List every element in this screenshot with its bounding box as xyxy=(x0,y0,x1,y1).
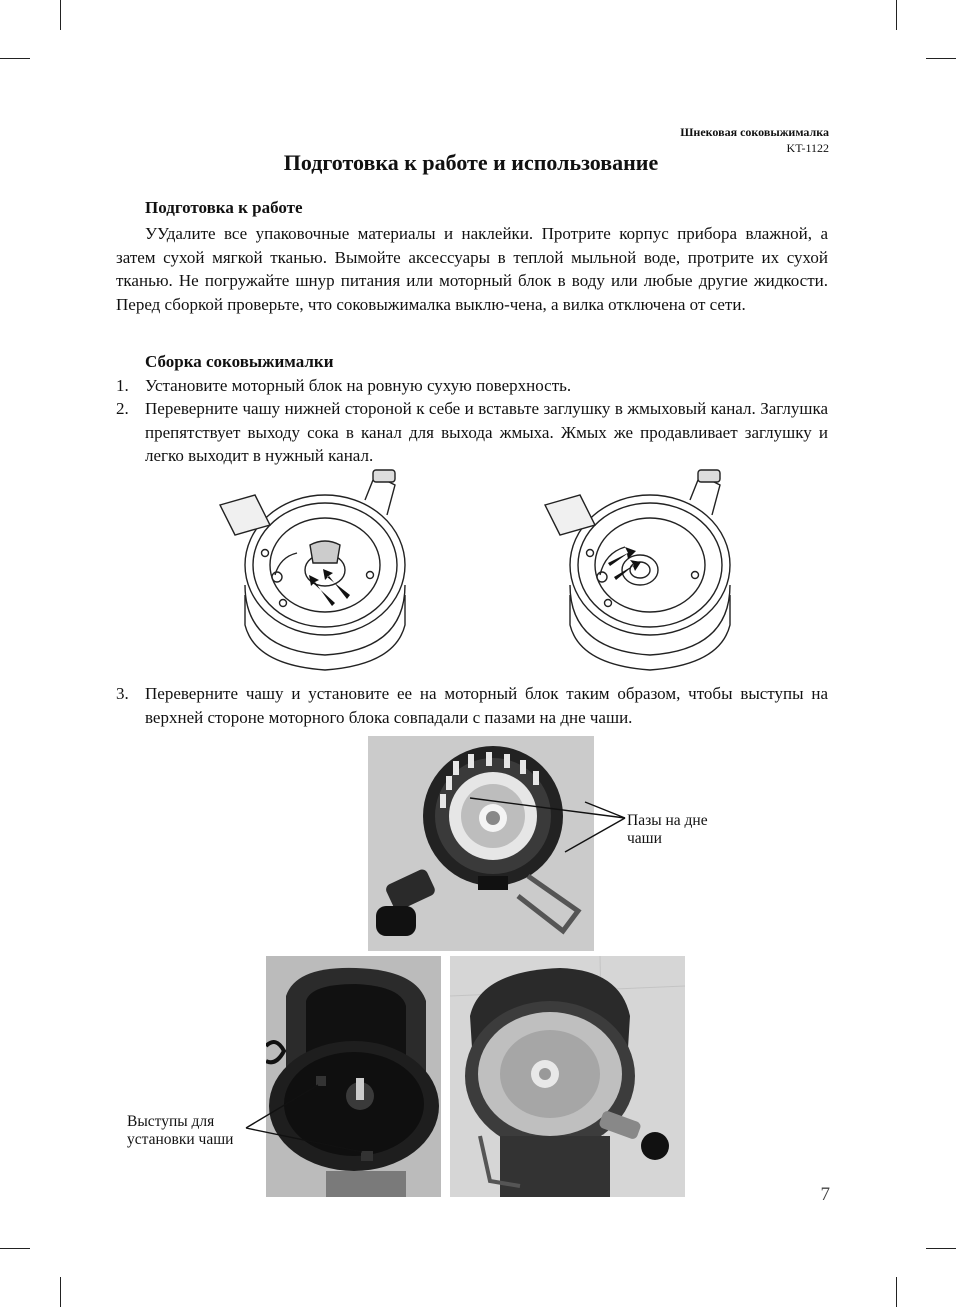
bowl-plug-drawing-left xyxy=(215,465,415,675)
grooves-callout-lines xyxy=(460,790,630,860)
motor-block-photo xyxy=(266,956,441,1197)
list-item xyxy=(116,374,828,398)
step-number: 2. xyxy=(116,399,129,418)
step-number: 1. xyxy=(116,376,129,395)
crop-mark xyxy=(896,0,897,30)
crop-mark xyxy=(926,1248,956,1249)
crop-mark xyxy=(60,0,61,30)
callout-line: чаши xyxy=(627,830,662,847)
crop-mark xyxy=(926,58,956,59)
step-text: Переверните чашу нижней стороной к себе и вставьте заглушку в жмыховый канал. Заглушка препятствует выходу сока в канал для выхода жмыха. Жмых же продавливает заглушку и легко выходит в нужный канал. xyxy=(145,399,828,465)
prep-heading: Подготовка к работе xyxy=(145,198,303,217)
list-item xyxy=(116,682,828,729)
step-text: Переверните чашу и установите ее на моторный блок таким образом, чтобы выступы на верхней стороне моторного блока совпадали с пазами на дне чаши. xyxy=(145,684,828,727)
crop-mark xyxy=(896,1277,897,1307)
header-product: Шнековая соковыжималка xyxy=(680,125,829,139)
page-number: 7 xyxy=(820,1184,830,1205)
ribs-callout-lines xyxy=(240,1080,380,1160)
assembly-heading: Сборка соковыжималки xyxy=(145,352,334,371)
crop-mark xyxy=(60,1277,61,1307)
step-text: Установите моторный блок на ровную сухую поверхность. xyxy=(145,376,572,395)
callout-line: Пазы на дне xyxy=(627,812,708,829)
header-model: KT-1122 xyxy=(786,141,829,155)
page-title: Подготовка к работе и использование xyxy=(283,150,659,175)
crop-mark xyxy=(0,1248,30,1249)
ribs-callout-label xyxy=(127,1113,233,1149)
list-item xyxy=(116,397,828,468)
assembled-juicer-photo xyxy=(450,956,685,1197)
prep-body: УУдалите все упаковочные материалы и наклейки. Протрите корпус прибора влажной, а затем сухой мягкой тканью. Вымойте аксессуары в теплой мыльной воде, протрите их сухой тканью. Не погружайте шнур питания или моторный блок в воду или любые другие жидкости. Перед сборкой проверьте, что соковыжималка выклю-чена, а вилка отключена от сети. xyxy=(116,224,828,314)
grooves-callout-label xyxy=(627,812,708,848)
prep-paragraph xyxy=(116,222,828,316)
callout-line: установки чаши xyxy=(127,1131,234,1148)
callout-line: Выступы для xyxy=(127,1113,215,1130)
crop-mark xyxy=(0,58,30,59)
bowl-plug-drawing-right xyxy=(540,465,740,675)
step-number: 3. xyxy=(116,684,129,703)
